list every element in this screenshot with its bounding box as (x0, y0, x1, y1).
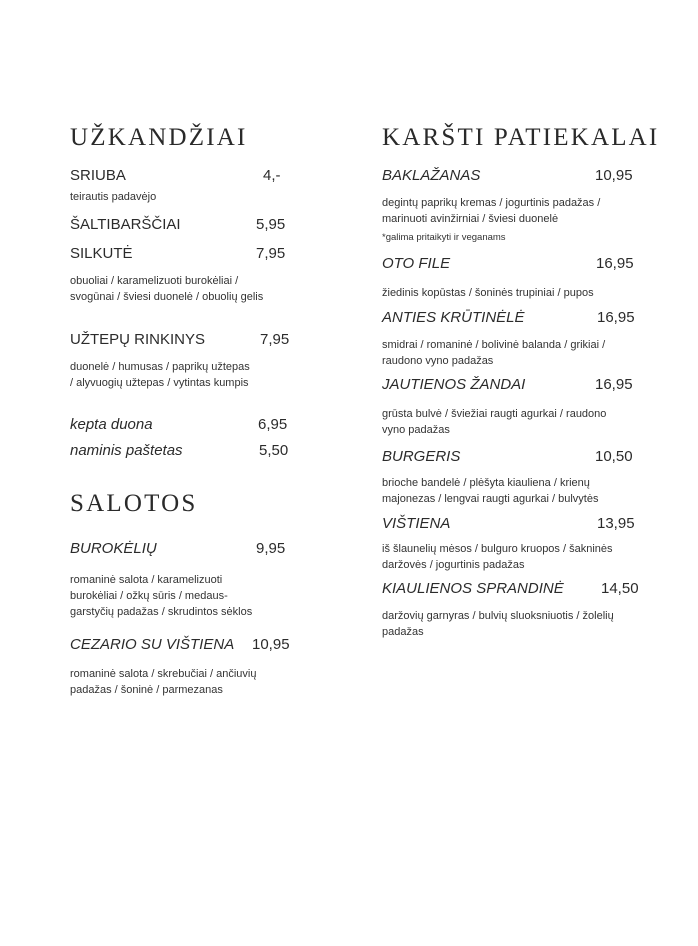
item-name: kepta duona (70, 416, 153, 433)
section-title-karsti-patiekalai: KARŠTI PATIEKALAI (382, 124, 660, 151)
item-name: KIAULIENOS SPRANDINĖ (382, 580, 564, 597)
item-description: žiedinis kopūstas / šoninės trupiniai / pupos (382, 287, 594, 299)
menu-item (382, 167, 636, 245)
item-name: BAKLAŽANAS (382, 167, 481, 184)
item-price: 9,95 (256, 540, 286, 557)
item-description: degintų paprikų kremas / jogurtinis padažas / marinuoti avinžirniai / šviesi duonelė (382, 197, 601, 225)
item-description: smidrai / romaninė / bolivinė balanda / grikiai / raudono vyno padažas (382, 339, 606, 367)
item-description: romaninė salota / karamelizuoti burokėliai / ožkų sūris / medaus-garstyčių padažas / skrudintos sėklos (70, 574, 253, 618)
item-price: 16,95 (595, 376, 633, 393)
item-name: ANTIES KRŪTINĖLĖ (382, 309, 525, 326)
item-name: BURGERIS (382, 448, 461, 465)
menu-item (70, 331, 292, 391)
menu-item (70, 442, 292, 464)
item-description: grūsta bulvė / šviežiai raugti agurkai / raudono vyno padažas (382, 408, 607, 436)
menu-item (382, 309, 636, 369)
item-description: daržovių garnyras / bulvių sluoksniuotis / žolelių padažas (382, 610, 614, 638)
menu-item (70, 216, 292, 238)
item-name: VIŠTIENA (382, 515, 451, 532)
item-price: 5,50 (259, 442, 289, 459)
menu-item (70, 167, 292, 205)
item-name: ŠALTIBARŠČIAI (70, 216, 181, 233)
item-price: 10,50 (595, 448, 633, 465)
menu-item (70, 540, 292, 620)
item-name: BUROKĖLIŲ (70, 540, 157, 557)
item-price: 5,95 (256, 216, 286, 233)
menu-item (70, 416, 292, 438)
item-price: 10,95 (595, 167, 633, 184)
item-name: naminis paštetas (70, 442, 183, 459)
item-price: 16,95 (597, 309, 635, 326)
item-price: 4,- (263, 167, 281, 184)
item-description: brioche bandelė / plėšyta kiauliena / krienų majonezas / lengvai raugti agurkai / bulvytės (382, 477, 599, 505)
item-price: 10,95 (252, 636, 290, 653)
item-price: 6,95 (258, 416, 288, 433)
menu-item (382, 376, 636, 438)
item-name: OTO FILE (382, 255, 451, 272)
item-price: 16,95 (596, 255, 634, 272)
item-description: obuoliai / karamelizuoti burokėliai / svogūnai / šviesi duonelė / obuolių gelis (70, 275, 264, 303)
item-name: SILKUTĖ (70, 245, 133, 262)
item-name: SRIUBA (70, 167, 126, 184)
item-description: romaninė salota / skrebučiai / ančiuvių padažas / šoninė / parmezanas (70, 668, 257, 696)
item-price: 7,95 (260, 331, 290, 348)
item-description: teirautis padavėjo (70, 191, 157, 203)
item-price: 14,50 (601, 580, 639, 597)
section-title-uzkandziai: UŽKANDŽIAI (70, 124, 248, 151)
item-note: *galima pritaikyti ir veganams (382, 232, 506, 243)
item-name: JAUTIENOS ŽANDAI (382, 376, 526, 393)
menu-item (382, 580, 639, 640)
menu-item (382, 255, 636, 301)
item-name: UŽTEPŲ RINKINYS (70, 331, 206, 348)
item-description: iš šlaunelių mėsos / bulguro kruopos / šakninės daržovės / jogurtinis padažas (382, 543, 613, 571)
menu-item (70, 636, 292, 698)
menu-item (70, 245, 292, 305)
menu-item (382, 448, 636, 507)
item-description: duonelė / humusas / paprikų užtepas / alyvuogių užtepas / vytintas kumpis (70, 361, 250, 389)
item-price: 13,95 (597, 515, 635, 532)
item-price: 7,95 (256, 245, 286, 262)
item-name: CEZARIO SU VIŠTIENA (70, 636, 235, 653)
menu-item (382, 515, 636, 573)
section-title-salotos: SALOTOS (70, 490, 198, 517)
